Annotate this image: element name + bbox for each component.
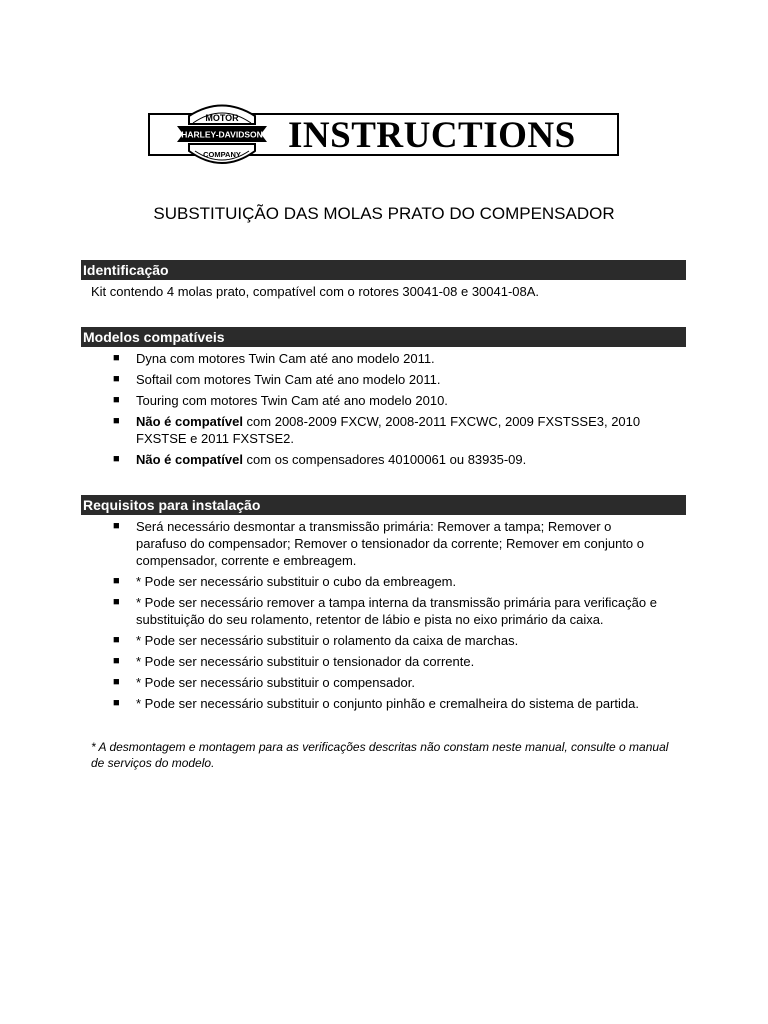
bullet-icon: ■ — [113, 697, 120, 709]
bullet-icon: ■ — [113, 415, 120, 427]
logo-bottom-text: COMPANY — [203, 150, 241, 159]
list-item — [113, 451, 658, 468]
bullet-icon: ■ — [113, 453, 120, 465]
item-bold-text: Não é compatível — [136, 414, 243, 429]
bullet-icon: ■ — [113, 373, 120, 385]
list-item — [113, 674, 658, 691]
bullet-icon: ■ — [113, 352, 120, 364]
document-title: SUBSTITUIÇÃO DAS MOLAS PRATO DO COMPENSADOR — [153, 204, 615, 223]
item-text: * Pode ser necessário substituir o rolamento da caixa de marchas. — [136, 633, 519, 648]
bullet-icon: ■ — [113, 596, 120, 608]
list-item — [113, 371, 658, 388]
instructions-title: INSTRUCTIONS — [288, 115, 576, 156]
list-item — [113, 518, 658, 569]
item-text: com 2008-2009 FXCW, 2008-2011 FXCWC, 2009 FXSTSSE3, 2010 FXSTSE e 2011 FXSTSE2. — [136, 414, 641, 446]
item-text: * Pode ser necessário substituir o tensionador da corrente. — [136, 654, 475, 669]
requisitos-list — [113, 518, 658, 716]
list-item — [113, 413, 658, 447]
list-item — [113, 653, 658, 670]
list-item — [113, 632, 658, 649]
bullet-icon: ■ — [113, 520, 120, 532]
bullet-icon: ■ — [113, 575, 120, 587]
bullet-icon: ■ — [113, 394, 120, 406]
footnote: * A desmontagem e montagem para as verificações descritas não constam neste manual, consulte o manual de serviços do modelo. — [91, 740, 669, 770]
logo-top-text: MOTOR — [205, 113, 239, 123]
item-text: Será necessário desmontar a transmissão primária: Remover a tampa; Remover o parafuso do compensador; Remover o tensionador da corrente; Remover em conjunto o compensador, corrente e embreagem. — [136, 519, 645, 568]
logo-middle-text: HARLEY-DAVIDSON — [181, 129, 263, 140]
item-text: Dyna com motores Twin Cam até ano modelo 2011. — [136, 351, 435, 366]
item-bold-text: Não é compatível — [136, 452, 243, 467]
item-text: Touring com motores Twin Cam até ano modelo 2010. — [136, 393, 448, 408]
bullet-icon: ■ — [113, 655, 120, 667]
harley-davidson-logo — [175, 99, 269, 171]
list-item — [113, 573, 658, 590]
item-text: * Pode ser necessário remover a tampa interna da transmissão primária para verificação e substituição do seu rolamento, retentor de lábio e pista no eixo primário da caixa. — [136, 595, 657, 627]
list-item — [113, 594, 658, 628]
bullet-icon: ■ — [113, 676, 120, 688]
identificacao-text: Kit contendo 4 molas prato, compatível com o rotores 30041-08 e 30041-08A. — [91, 284, 540, 299]
item-text: Softail com motores Twin Cam até ano modelo 2011. — [136, 372, 441, 387]
modelos-list — [113, 350, 658, 472]
list-item — [113, 695, 658, 712]
list-item — [113, 350, 658, 367]
section-heading-requisitos: Requisitos para instalação — [81, 495, 686, 515]
list-item — [113, 392, 658, 409]
section-heading-identificacao: Identificação — [81, 260, 686, 280]
bullet-icon: ■ — [113, 634, 120, 646]
item-text: * Pode ser necessário substituir o cubo da embreagem. — [136, 574, 457, 589]
item-text: * Pode ser necessário substituir o conjunto pinhão e cremalheira do sistema de partida. — [136, 696, 639, 711]
section-heading-modelos: Modelos compatíveis — [81, 327, 686, 347]
item-text: com os compensadores 40100061 ou 83935-09. — [242, 452, 527, 467]
item-text: * Pode ser necessário substituir o compensador. — [136, 675, 415, 690]
